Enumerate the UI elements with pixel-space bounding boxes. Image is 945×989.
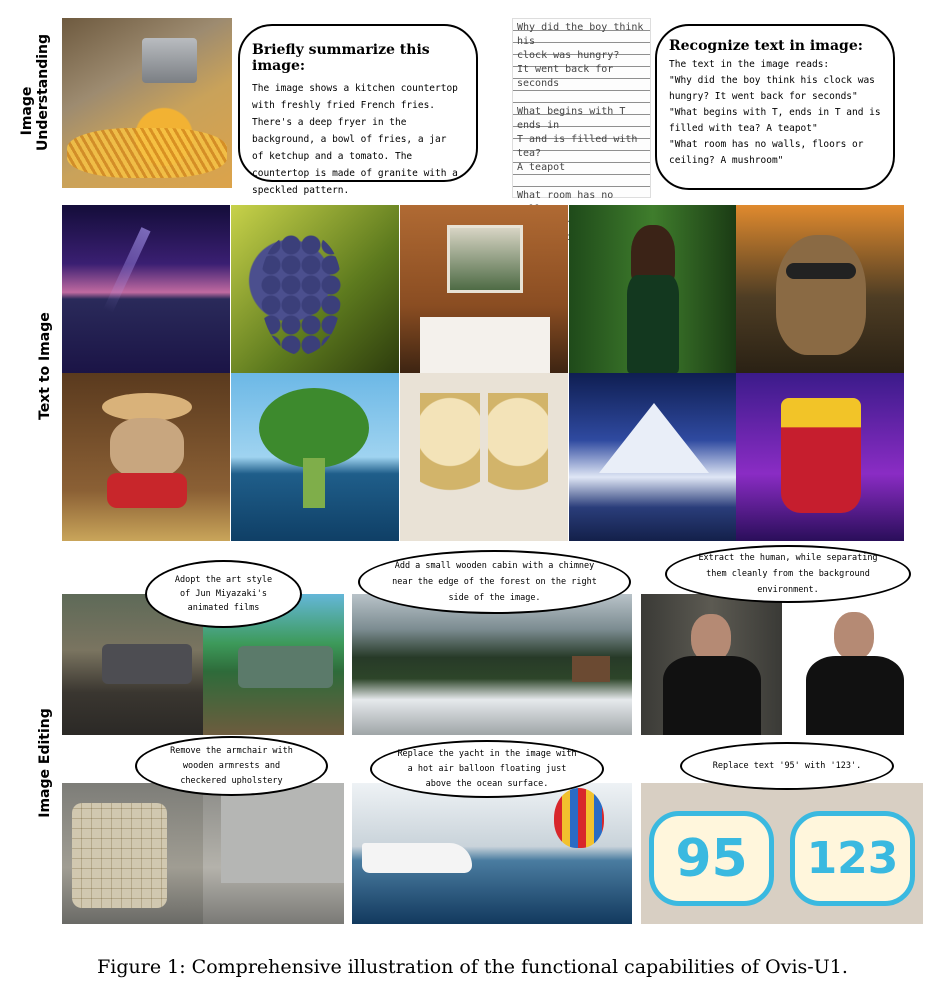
armchair-original <box>62 783 203 924</box>
ocr-bubble <box>655 24 895 190</box>
notebook-line: A teapot <box>517 162 566 173</box>
edit-prompt-bubble <box>135 736 328 796</box>
notebook-line: What begins with T ends in <box>517 106 626 131</box>
edit-prompt-text: Replace text '95' with '123'. <box>712 760 862 771</box>
cookie-original <box>641 783 782 924</box>
edit-prompt-text: Extract the human, while separating them cleanly from the background environment. <box>698 553 878 595</box>
yacht-original <box>352 783 492 924</box>
broccoli-island-image <box>231 373 399 541</box>
cookie-edited <box>782 783 923 924</box>
forest-river-cabin <box>492 594 632 735</box>
summary-bubble <box>238 24 478 196</box>
cat-sunglasses-image <box>736 205 904 373</box>
edit-prompt-text: Replace the yacht in the image with a hot air balloon floating just above the ocean surface. <box>397 748 577 789</box>
floral-heels-image <box>400 373 568 541</box>
ocr-line: "Why did the boy think his clock was hungry? It went back for seconds" <box>669 75 875 102</box>
ocr-line: "What begins with T, ends in T and is filled with tea? A teapot" <box>669 107 881 134</box>
section-label-understanding: Image Understanding <box>19 33 51 151</box>
edit-prompt-bubble <box>665 545 911 603</box>
french-fries-photo <box>62 18 232 188</box>
snowy-mountains-image <box>569 373 737 541</box>
night-sky-lake-image <box>62 205 230 373</box>
woman-forest-image <box>569 205 737 373</box>
grapes-image <box>231 205 399 373</box>
notebook-line: T and is filled with tea? <box>517 134 638 159</box>
edit-prompt-text: Add a small wooden cabin with a chimney near the edge of the forest on the right side of the image. <box>392 561 597 603</box>
summary-text: The image shows a kitchen countertop with freshly fried French fries. There's a deep fryer in the background, a bowl of fries, a jar of ketchup and a tomato. The countertop is made of granite with a speckled pattern. <box>252 83 458 196</box>
cookie-number-before: 95 <box>675 828 748 889</box>
section-label-text-to-image: Text to Image <box>37 312 53 420</box>
figure-caption: Figure 1: Comprehensive illustration of the functional capabilities of Ovis-U1. <box>97 956 848 978</box>
ocr-title: Recognize text in image: <box>669 38 863 54</box>
edit-prompt-text: Remove the armchair with wooden armrests and checkered upholstery <box>170 745 293 786</box>
bedroom-image <box>400 205 568 373</box>
notebook-line: What room has no <box>517 190 614 201</box>
ocr-line: The text in the image reads: <box>669 59 830 70</box>
cookie-number-after: 123 <box>806 833 899 884</box>
summary-title: Briefly summarize this image: <box>252 42 430 74</box>
jelly-glass-image <box>736 373 904 541</box>
edit-prompt-bubble <box>680 742 894 790</box>
section-label-image-editing: Image Editing <box>37 708 53 818</box>
notebook-line: Why did the boy think his <box>517 22 644 47</box>
handwritten-notebook-image <box>512 18 651 201</box>
edit-prompt-bubble <box>145 560 302 628</box>
man-portrait-extracted <box>782 594 923 735</box>
edit-prompt-bubble <box>370 740 604 798</box>
edit-prompt-bubble <box>358 550 631 614</box>
man-portrait-original <box>641 594 782 735</box>
ocr-line: "What room has no walls, floors or ceiling? A mushroom" <box>669 139 864 166</box>
pug-cowboy-image <box>62 373 230 541</box>
edit-prompt-text: Adopt the art style of Jun Miyazaki's animated films <box>174 575 273 613</box>
fries-pile <box>67 128 227 178</box>
armchair-removed <box>203 783 344 924</box>
yacht-replaced-balloon <box>492 783 632 924</box>
notebook-line: It went back for seconds <box>517 64 614 89</box>
notebook-line: clock was hungry? <box>517 50 620 61</box>
forest-river-original <box>352 594 492 735</box>
deep-fryer-shape <box>142 38 197 83</box>
